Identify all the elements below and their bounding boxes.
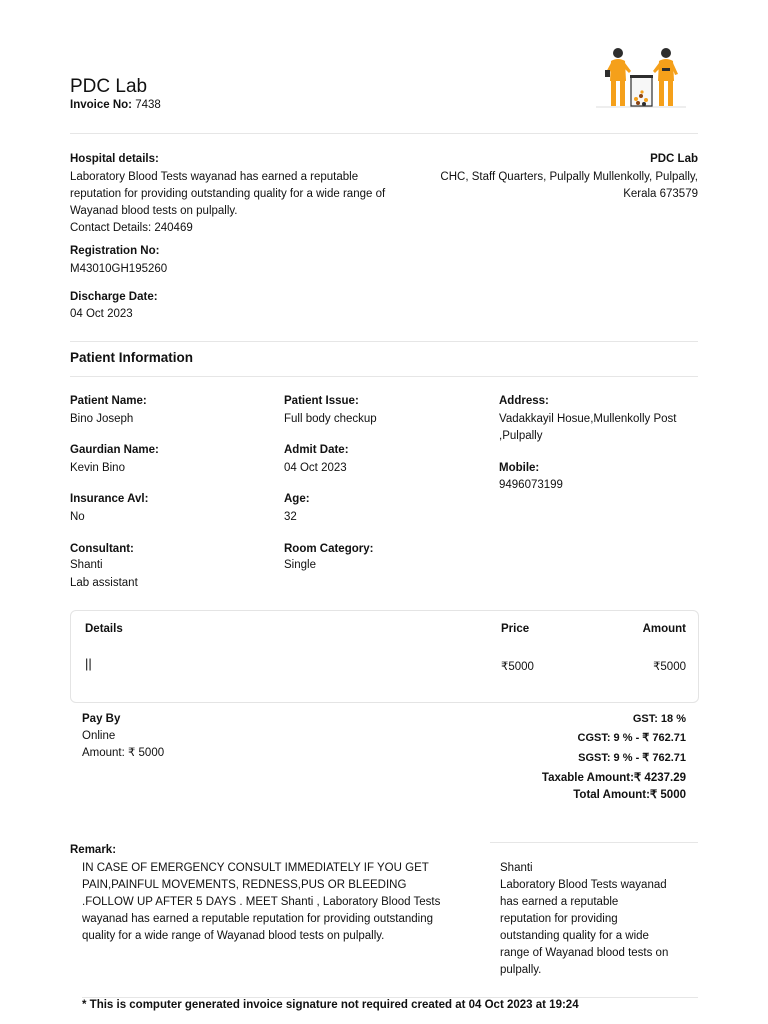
hospital-description-line: Wayanad blood tests on pulpally. [70,205,238,217]
remark-signatory-line: pulpally. [500,964,542,976]
hospital-description-line: reputation for providing outstanding quality for a wide range of [70,188,386,200]
patient-issue-label: Patient Issue: [284,395,359,407]
lab-address-line: CHC, Staff Quarters, Pulpally Mullenkolly, Pulpally, [440,171,698,183]
patient-name: Bino Joseph [70,413,134,425]
consultant-name: Shanti [70,559,103,571]
registration-label: Registration No: [70,245,160,257]
age-value: 32 [284,511,297,523]
registration-number: M43010GH195260 [70,263,168,275]
gst-total: GST: 18 % [632,713,686,725]
patient-address-line: Vadakkayil Hosue,Mullenkolly Post [499,413,677,425]
remark-label: Remark: [70,844,117,856]
discharge-date-label: Discharge Date: [70,291,158,303]
remark-text [82,860,482,945]
hospital-details-heading: Hospital details: [70,153,159,165]
payment-amount: Amount: ₹ 5000 [82,747,165,759]
remark-signatory-line: reputation for providing [500,913,618,925]
admit-date: 04 Oct 2023 [284,462,347,474]
patient-address-line: ,Pulpally [499,430,543,442]
insurance-label: Insurance Avl: [70,493,149,505]
age-label: Age: [284,493,310,505]
table-cell-amount: ₹5000 [653,661,686,673]
consultant-label: Consultant: [70,543,134,555]
sgst-total: SGST: 9 % - ₹ 762.71 [578,752,686,764]
room-category: Single [284,559,316,571]
lab-address [398,169,698,203]
remark-signatory-line: outstanding quality for a wide [500,930,649,942]
remark-signatory-line: Shanti [500,862,533,874]
table-header-amount: Amount [642,623,686,635]
remark-signatory-line: Laboratory Blood Tests wayanad [500,879,667,891]
table-header-price: Price [501,623,530,635]
remark-line: quality for a wide range of Wayanad blood tests on pulpally. [82,930,385,942]
admit-date-label: Admit Date: [284,444,349,456]
lab-name: PDC Lab [650,153,698,165]
remark-line: .FOLLOW UP AFTER 5 DAYS . MEET Shanti , Laboratory Blood Tests [82,896,441,908]
discharge-date: 04 Oct 2023 [70,308,133,320]
invoice-number-label: Invoice No: [70,99,132,111]
table-header-details: Details [85,623,123,635]
divider [70,376,698,377]
items-table [70,610,699,703]
taxable-amount: Taxable Amount:₹ 4237.29 [541,772,686,784]
remark-signatory [500,860,698,979]
guardian-name-label: Gaurdian Name: [70,444,159,456]
remark-signatory-line: has earned a reputable [500,896,619,908]
footer-note: * This is computer generated invoice signature not required created at 04 Oct 2023 at 19:24 [82,999,579,1011]
guardian-name: Kevin Bino [70,462,125,474]
address-label: Address: [499,395,549,407]
cgst-total: CGST: 9 % - ₹ 762.71 [577,732,686,744]
divider [490,842,698,843]
page-title: PDC Lab [70,76,148,97]
hospital-contact: Contact Details: 240469 [70,222,193,234]
total-amount: Total Amount:₹ 5000 [573,789,686,801]
mobile-label: Mobile: [499,462,540,474]
remark-line: IN CASE OF EMERGENCY CONSULT IMMEDIATELY IF YOU GET [82,862,429,874]
patient-address [499,411,699,445]
pay-by-label: Pay By [82,713,121,725]
payment-method: Online [82,730,116,742]
hospital-description-line: Laboratory Blood Tests wayanad has earned a reputable [70,171,359,183]
divider [70,133,698,134]
divider [70,341,698,342]
invoice-number [70,97,161,114]
patient-name-label: Patient Name: [70,395,147,407]
lab-address-line: Kerala 673579 [623,188,698,200]
lab-workers-illustration-icon [592,44,688,110]
patient-section-title: Patient Information [70,350,194,365]
table-cell-details: || [85,656,92,671]
remark-signatory-line: range of Wayanad blood tests on [500,947,669,959]
invoice-number-value: 7438 [135,99,161,111]
consultant-role: Lab assistant [70,577,138,589]
mobile-number: 9496073199 [499,479,563,491]
table-cell-price: ₹5000 [501,661,534,673]
patient-issue: Full body checkup [284,413,377,425]
hospital-description [70,169,420,237]
remark-line: PAIN,PAINFUL MOVEMENTS, REDNESS,PUS OR BLEEDING [82,879,407,891]
insurance-value: No [70,511,85,523]
table-row [71,655,698,677]
room-category-label: Room Category: [284,543,374,555]
remark-line: wayanad has earned a reputable reputation for providing outstanding [82,913,433,925]
